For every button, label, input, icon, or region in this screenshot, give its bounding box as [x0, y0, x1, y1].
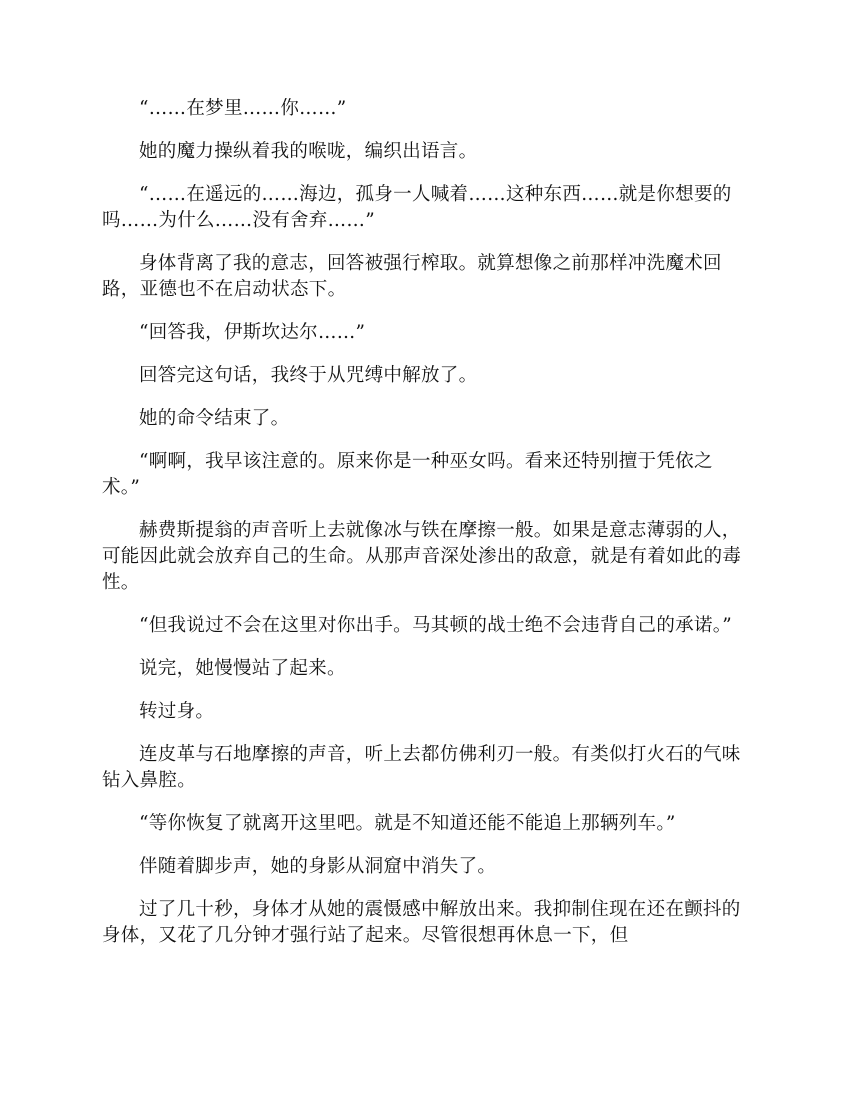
paragraph: “……在遥远的……海边，孤身一人喊着……这种东西……就是你想要的吗……为什么……没有舍弃……” [102, 184, 732, 231]
paragraph: 身体背离了我的意志，回答被强行榨取。就算想像之前那样冲洗魔术回路，亚德也不在启动状态下。 [102, 253, 722, 300]
paragraph: “……在梦里……你……” [139, 98, 347, 119]
paragraph: 赫费斯提翁的声音听上去就像冰与铁在摩擦一般。如果是意志薄弱的人，可能因此就会放弃自己的生命。从那声音深处渗出的敌意，就是有着如此的毒性。 [102, 520, 742, 593]
paragraph: “啊啊，我早该注意的。原来你是一种巫女吗。看来还特别擅于凭依之术。” [102, 451, 713, 498]
paragraph: 连皮革与石地摩擦的声音，听上去都仿佛利刃一般。有类似打火石的气味钻入鼻腔。 [102, 744, 741, 791]
paragraph: 转过身。 [139, 701, 215, 722]
paragraph: 回答完这句话，我终于从咒缚中解放了。 [139, 365, 478, 386]
paragraph: 说完，她慢慢站了起来。 [139, 658, 346, 679]
paragraph: 过了几十秒，身体才从她的震慑感中解放出来。我抑制住现在还在颤抖的身体，又花了几分钟才强行站了起来。尽管很想再休息一下，但 [102, 899, 741, 946]
paragraph: “但我说过不会在这里对你出手。马其顿的战士绝不会违背自己的承诺。” [139, 615, 733, 636]
paragraph: “等你恢复了就离开这里吧。就是不知道还能不能追上那辆列车。” [139, 813, 676, 834]
paragraph: “回答我，伊斯坎达尔……” [139, 322, 366, 343]
paragraph: 她的魔力操纵着我的喉咙，编织出语言。 [139, 141, 478, 162]
paragraph: 她的命令结束了。 [139, 408, 290, 429]
paragraph: 伴随着脚步声，她的身影从洞窟中消失了。 [139, 856, 497, 877]
text-body [102, 96, 748, 966]
